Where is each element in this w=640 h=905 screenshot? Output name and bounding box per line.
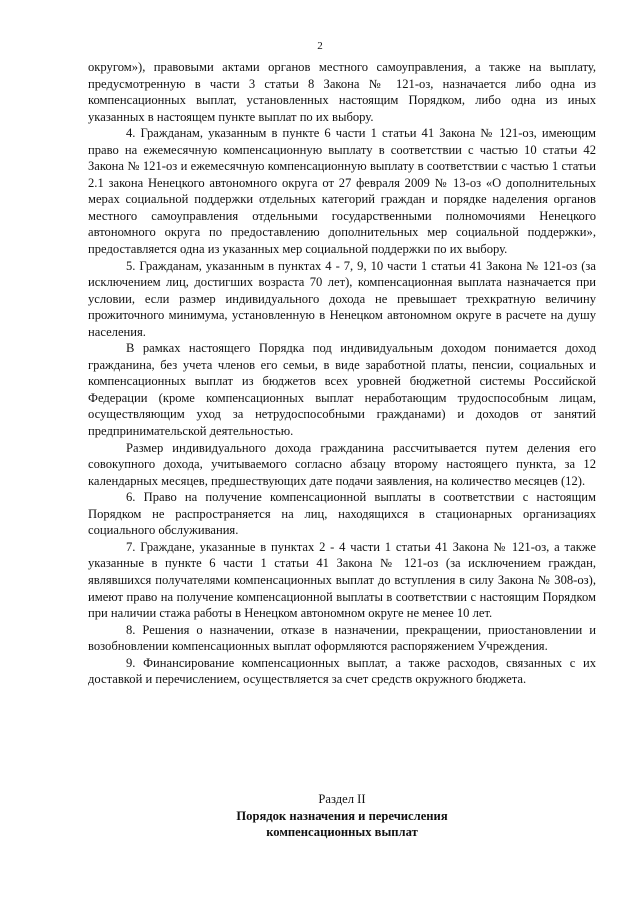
page-number: 2: [317, 40, 323, 52]
paragraph-continuation: округом»), правовыми актами органов местного самоуправления, а также на выплату, предусмотренную в части 3 статьи 8 Закона № 121-оз, назначается либо одна из компенсационных выплат, установленных настоящим Порядком, либо одна из иных указанных в настоящем пункте выплат по их выбору.: [88, 60, 596, 124]
section-heading: [88, 791, 596, 841]
section-title-line-1: Порядок назначения и перечисления: [236, 808, 448, 823]
paragraph-item-4: 4. Гражданам, указанным в пункте 6 части 1 статьи 41 Закона № 121-оз, имеющим право на ежемесячную компенсационную выплату в соответствии с частью 10 статьи 42 Закона № 121-оз и ежемесячную компенсационную выплату в соответствии с частью 1 статьи 2.1 закона Ненецкого автономного округа от 27 февраля 2009 № 13-оз «О дополнительных мерах социальной поддержки отдельных категорий граждан и порядке наделения органов местного самоуправления отдельными государственными полномочиями Ненецкого автономного округа по предоставлению дополнительных мер социальной поддержки», предоставляется одна из указанных мер социальной поддержки по их выбору.: [88, 126, 596, 257]
section-title-line-2: компенсационных выплат: [266, 825, 418, 840]
document-body: [88, 59, 596, 688]
section-label: Раздел II: [318, 792, 366, 806]
paragraph-income-definition: В рамках настоящего Порядка под индивидуальным доходом понимается доход гражданина, без учета членов его семьи, в виде заработной платы, пенсии, социальных и компенсационных выплат из бюджетов всех уровней бюджетной системы Российской Федерации (кроме компенсационных выплат неработающим трудоспособным лицам, осуществляющим уход за нетрудоспособными гражданами) и доходов от занятий предпринимательской деятельностью.: [88, 341, 596, 439]
paragraph-item-9: 9. Финансирование компенсационных выплат, а также расходов, связанных с их доставкой и перечислением, осуществляется за счет средств окружного бюджета.: [88, 655, 596, 687]
paragraph-item-5: 5. Гражданам, указанным в пунктах 4 - 7, 9, 10 части 1 статьи 41 Закона № 121-оз (за исключением лиц, достигших возраста 70 лет), компенсационная выплата назначается при условии, если размер индивидуального дохода не превышает трехкратную величину прожиточного минимума, установленную в Ненецком автономном округе в расчете на душу населения.: [88, 258, 596, 339]
paragraph-income-calculation: Размер индивидуального дохода гражданина рассчитывается путем деления его совокупного дохода, учитываемого согласно абзацу второму настоящего пункта, за 12 календарных месяцев, предшествующих дате подачи заявления, на количество месяцев (12).: [88, 440, 596, 488]
paragraph-item-8: 8. Решения о назначении, отказе в назначении, прекращении, приостановлении и возобновлении компенсационных выплат оформляются распоряжением Учреждения.: [88, 622, 596, 654]
paragraph-item-6: 6. Право на получение компенсационной выплаты в соответствии с настоящим Порядком не распространяется на лиц, находящихся в стационарных организациях социального обслуживания.: [88, 490, 596, 538]
paragraph-item-7: 7. Граждане, указанные в пунктах 2 - 4 части 1 статьи 41 Закона № 121-оз, а также указанные в пункте 6 части 1 статьи 41 Закона № 121-оз (за исключением граждан, являвшихся получателями компенсационных выплат до вступления в силу Закона № 308-оз), имеют право на получение компенсационной выплаты в соответствии с настоящим Порядком при наличии стажа работы в Ненецком автономном округе не менее 10 лет.: [88, 539, 596, 621]
